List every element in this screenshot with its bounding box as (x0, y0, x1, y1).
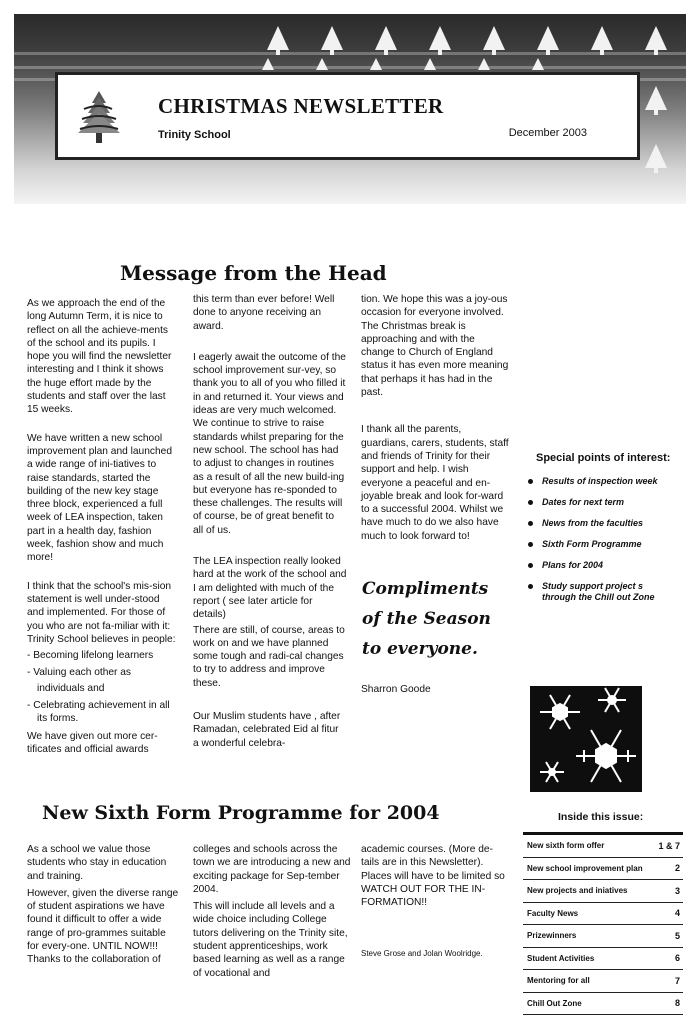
paragraph: The LEA inspection really looked hard at the work of the school and I am delighted with much of the report ( see later article for details) (193, 556, 347, 621)
table-row: Mentoring for all 7 (523, 970, 683, 993)
paragraph: However, given the diverse range of student aspirations we have found it difficult to offer a wide range of pro-grammes suitable for every-one. UNTIL NOW!!! (27, 887, 179, 953)
small-tree-icon (478, 58, 490, 72)
list-item: individuals and (37, 682, 105, 694)
tree-icon (374, 26, 398, 56)
compliments-greeting: Compliments of the Season to everyone. (362, 579, 491, 659)
tree-icon (536, 26, 560, 56)
message-heading: Message from the Head (120, 261, 387, 285)
list-item: - Valuing each other as (27, 667, 132, 679)
table-row: Student Activities 6 (523, 948, 683, 971)
special-points-list (527, 476, 687, 613)
small-tree-icon (316, 58, 328, 72)
table-row: Chill Out Zone 8 (523, 993, 683, 1016)
paragraph: I eagerly await the outcome of the school improvement sur-vey, so thank you to all of you who filled it in and returned it. Your views and ideas are very much welcomed. We continue to strive to raise standards whilst preparing for the new school. The school has had to adjust to changes in routines as a result of all the new build-ing but everyone has re-sponded to these challenges. The results will of course, be of great benefit to all of us. (193, 351, 346, 536)
small-tree-icon (532, 58, 544, 72)
bullet-icon (528, 479, 533, 484)
paragraph: There are still, of course, areas to work on and we have planned some tough and radi-cal changes to try to address and improve these. (193, 624, 345, 689)
bullet-icon (528, 521, 533, 526)
issue-date: December 2003 (508, 127, 587, 139)
tree-icon (644, 86, 668, 116)
small-tree-icon (262, 58, 274, 72)
small-tree-icon (424, 58, 436, 72)
snowflake-image (530, 686, 642, 792)
newsletter-title: CHRISTMAS NEWSLETTER (158, 94, 444, 118)
special-point-item: Plans for 2004 (527, 560, 687, 571)
paragraph: I think that the school's mis-sion statement is well under-stood and implemented. For those of you who are not fa-miliar with it: Trinity School believes in people: (27, 580, 176, 645)
table-row: New sixth form offer 1 & 7 (523, 835, 683, 858)
paragraph: Our Muslim students have , after Ramadan, celebrated Eid al fitur a wonderful celebra- (193, 711, 341, 749)
small-tree-icon (370, 58, 382, 72)
table-row: New school improvement plan 2 (523, 858, 683, 881)
paragraph: Thanks to the collaboration of (27, 954, 161, 966)
paragraph: As a school we value those students who stay in education and training. (27, 844, 167, 882)
special-point-item: Results of inspection week (527, 476, 687, 487)
message-column-3 (361, 293, 511, 556)
paragraph: This will include all levels and a wide choice including College tutors delivering on the Trinity site, student apprenticeships, work based learning as well as a range of vocational and (193, 901, 348, 979)
inside-issue-table (523, 832, 683, 1015)
belief-list (27, 649, 177, 725)
message-column-2 (193, 293, 347, 750)
paragraph: We have written a new school improvement plan and launched a wide range of ini-tiatives to raise standards, started the building of the new key stage three block, experienced a full week of LEA inspection, taken part in a health day, fashion week, fashion show and much more! (27, 432, 172, 564)
sixth-column-2 (193, 843, 353, 980)
special-point-item: Dates for next term (527, 497, 687, 508)
paragraph: We have given out more cer-tificates and official awards (27, 730, 158, 755)
sixth-form-signature: Steve Grose and Jolan Woolridge. (361, 949, 483, 958)
tree-icon (266, 26, 290, 56)
special-point-item: News from the faculties (527, 518, 687, 529)
bullet-icon (528, 584, 533, 589)
special-point-item: Sixth Form Programme (527, 539, 687, 550)
special-points-title: Special points of interest: (536, 452, 671, 464)
tree-icon (644, 144, 668, 174)
paragraph: I thank all the parents, guardians, carers, students, staff and friends of Trinity for their support and help. I wish everyone a peaceful and en-joyable break and look for-ward to a successful 2004. Whilst we have much to do we also have much to look forward to! (361, 424, 509, 542)
list-item: - Celebrating achievement in all its forms. (27, 700, 170, 725)
table-row: New projects and iniatives 3 (523, 880, 683, 903)
paragraph: academic courses. (More de-tails are in this Newsletter). Places will have to be limited so WATCH OUT FOR THE IN-FORMATION!! (361, 844, 505, 909)
title-box (55, 72, 640, 160)
paragraph: As we approach the end of the long Autumn Term, it is nice to reflect on all the achieve-ments of the school and its pupils. I hope you will find the newsletter interesting and I think it shows the huge effort made by the students and staff over the last 15 weeks. (27, 298, 172, 416)
paragraph: this term than ever before! Well done to anyone receiving an award. (193, 294, 335, 332)
table-row: Prizewinners 5 (523, 925, 683, 948)
table-row: Faculty News 4 (523, 903, 683, 926)
paragraph: colleges and schools across the town we are introducing a new and exciting package for Sep-tember 2004. (193, 844, 351, 895)
snowflake-icon (530, 686, 642, 792)
tree-icon (320, 26, 344, 56)
bullet-icon (528, 542, 533, 547)
sixth-column-1 (27, 843, 179, 967)
school-name: Trinity School (158, 129, 231, 141)
list-item: - Becoming lifelong learners (27, 650, 154, 662)
tree-icon (644, 26, 668, 56)
tree-icon (482, 26, 506, 56)
tree-icon (590, 26, 614, 56)
bullet-icon (528, 500, 533, 505)
bullet-icon (528, 563, 533, 568)
head-signature: Sharron Goode (361, 684, 431, 695)
sixth-form-heading: New Sixth Form Programme for 2004 (42, 802, 440, 824)
special-point-item: Study support project s through the Chill out Zone (527, 581, 657, 603)
inside-issue-title: Inside this issue: (558, 811, 644, 823)
christmas-tree-logo-icon (76, 89, 122, 145)
paragraph: tion. We hope this was a joy-ous occasion for everyone involved. The Christmas break is approaching and with the change to Church of England status it has even more meaning that perhaps it has had in the past. (361, 294, 509, 399)
tree-row (266, 26, 668, 56)
message-column-1 (27, 297, 177, 756)
sixth-column-3 (361, 843, 511, 909)
tree-icon (428, 26, 452, 56)
